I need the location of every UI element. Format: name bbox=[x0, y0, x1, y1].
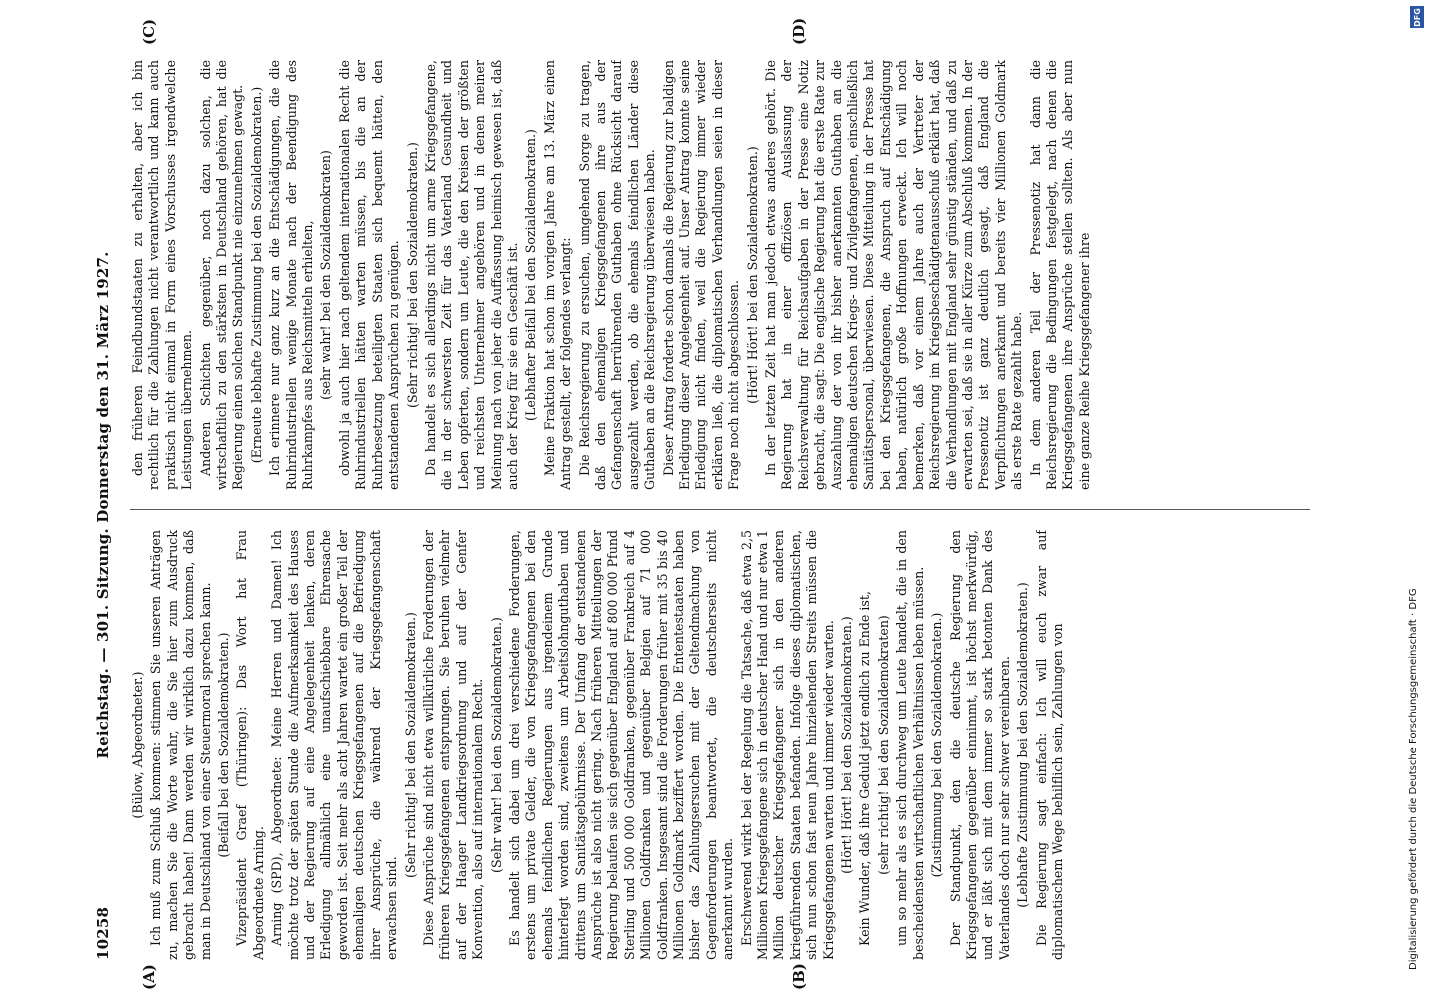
paragraph: Kein Wunder, daß ihre Geduld jetzt endlich zu Ende ist, bbox=[857, 591, 873, 946]
paragraph: In dem anderen Teil der Pressenotiz hat dann die Reichsregierung die Bedingungen festgelegt, nach denen die Kriegsgefangenen ihre Ansprüche stellen sollten. Als aber nun eine ganze Reihe Kriegsgefangener ihre bbox=[1027, 60, 1092, 490]
paragraph: Meine Fraktion hat schon im vorigen Jahre am 13. März einen Antrag gestellt, der folgendes verlangt: bbox=[541, 60, 574, 490]
running-title: Reichstag. — 301. Sitzung. Donnerstag den 31. März 1927. bbox=[94, 251, 112, 759]
paragraph: Arning (SPD), Abgeordnete: Meine Herren und Damen! Ich möchte trotz der späten Stunde die Aufmerksamkeit des Hauses und der Regierung auf eine Angelegenheit lenken, deren Erledigung allmählich eine unaufschiebbare Ehrensache geworden ist. Seit mehr als acht Jahren wartet ein großer Teil der ehemaligen deutschen Kriegsgefangenen auf die Befriedigung ihrer Ansprüche, die während der Kriegsgefangenschaft erwachsen sind. bbox=[269, 530, 400, 960]
running-header bbox=[90, 50, 124, 960]
paragraph: Erschwerend wirkt bei der Regelung die Tatsache, daß etwa 2,5 Millionen Kriegsgefangene sich in deutscher Hand und nur etwa 1 Million deutscher Kriegsgefangener sich in den anderen kriegführenden Staaten befanden. Infolge dieses diplomatischen, sich nun schon fast neun Jahre hinziehenden Streits müssen die Kriegsgefangenen warten und immer wieder warten. bbox=[738, 530, 836, 960]
paragraph: (Sehr richtig! bei den Sozialdemokraten.) bbox=[402, 612, 418, 878]
paragraph: Die Reichsregierung zu ersuchen, umgehend Sorge zu tragen, daß den ehemaligen Kriegsgefangenen ihre aus der Gefangenschaft herrührenden Guthaben ohne Rücksicht darauf ausgezahlt werden, ob die ehemals feindlichen Länder diese Guthaben an die Reichsregierung überwiesen haben. bbox=[576, 60, 658, 490]
paragraph: Ich muß zum Schluß kommen: stimmen Sie unseren Anträgen zu, machen Sie die Worte wahr, die Sie hier zum Ausdruck gebracht haben! Dann werden wir wirklich dazu kommen, daß man in Deutschland von einer Steuermoral sprechen kann. bbox=[148, 530, 213, 960]
paragraph: In der letzten Zeit hat man jedoch etwas anderes gehört. Die Regierung hat in einer offiziösen Auslassung der Reichsverwaltung für Reichsaufgaben in der Presse eine Notiz gebracht, die sagt: Die englische Regierung hat die erste Rate zur Auszahlung der von ihr bisher anerkannten Guthaben an die ehemaligen deutschen Kriegs- und Zivilgefangenen, einschließlich Sanitätspersonal, überwiesen. Diese Mitteilung in der Presse hat bei den Kriegsgefangenen, die Anspruch auf Entschädigung haben, natürlich große Hoffnungen erweckt. Ich will noch bemerken, daß vor einem Jahre auch der Vertreter der Reichsregierung im Kriegsbeschädigtenausschuß erklärt hat, daß die Verhandlungen mit England sehr günstig ständen, und daß zu erwarten sei, daß sie in aller Kürze zum Abschluß kommen. In der Pressenotiz ist ganz deutlich gesagt, daß England die Verpflichtungen anerkannt und bereits vier Millionen Goldmark als erste Rate gezahlt habe. bbox=[763, 60, 1025, 490]
paragraph: Dieser Antrag forderte schon damals die Regierung zur baldigen Erledigung dieser Angelegenheit auf. Unser Antrag konnte seine Erledigung nicht finden, weil die Regierung immer wieder erklären ließ, die diplomatischen Verhandlungen seien in dieser Frage noch nicht abgeschlossen. bbox=[660, 60, 742, 490]
text-columns bbox=[130, 50, 1310, 960]
paragraph: den früheren Feindbundstaaten zu erhalten, aber ich bin rechtlich für die Zahlungen nicht verantwortlich und kann auch praktisch nicht einmal in Form eines Vorschusses irgendwelche Leistungen übernehmen. bbox=[130, 60, 195, 490]
paragraph: (Lebhafte Zustimmung bei den Sozialdemokraten.) bbox=[1015, 582, 1031, 908]
paragraph: (Hört! Hört! bei den Sozialdemokraten.) bbox=[839, 616, 855, 874]
paragraph: (sehr wahr! bei den Sozialdemokraten) bbox=[318, 150, 334, 400]
paragraph: (Sehr richtig! bei den Sozialdemokraten.) bbox=[404, 142, 420, 408]
paragraph: (Sehr wahr! bei den Sozialdemokraten.) bbox=[488, 617, 504, 873]
paragraph: Vizepräsident Graef (Thüringen): Das Wort hat Frau Abgeordnete Arning. bbox=[234, 530, 266, 960]
page-number: 10258 bbox=[94, 906, 112, 960]
paragraph: (Bülow, Abgeordneter.) bbox=[130, 671, 145, 819]
paragraph: Die Regierung sagt einfach: Ich will euch zwar auf diplomatischem Wege behilflich sein, Zahlungen von bbox=[1033, 530, 1065, 960]
paragraph: Es handelt sich dabei um drei verschiedene Forderungen, erstens um private Gelder, die von Kriegsgefangenen bei den ehemals feindlichen Regierungen aus irgendeinem Grunde hinterlegt worden sind, zweitens um Arbeitslohnguthaben und drittens um Sanitätsgebührnisse. Der Umfang der entstandenen Ansprüche ist also nicht gering. Nach früheren Mitteilungen der Regierung belaufen sie sich gegenüber England auf 800 000 Pfund Sterling und 500 000 Goldfranken, gegenüber Frankreich auf 4 Millionen Goldfranken und gegenüber Belgien auf 71 000 Goldfranken. Insgesamt sind die Forderungen früher mit 35 bis 40 Millionen Goldmark beziffert worden. Die Ententestaaten haben bisher das Zahlungsersuchen mit der Geltendmachung von Gegenforderungen beantwortet, die deutscherseits nicht anerkannt wurden. bbox=[506, 530, 736, 960]
margin-mark-c: (C) bbox=[140, 18, 158, 45]
page-body bbox=[90, 17, 1330, 990]
paragraph: (sehr richtig! bei den Sozialdemokraten) bbox=[875, 615, 891, 875]
paragraph: (Lebhafter Beifall bei den Sozialdemokraten.) bbox=[523, 129, 539, 421]
paragraph: um so mehr als es sich durchweg um Leute handelt, die in den bescheidensten wirtschaftlichen Verhältnissen leben müssen. bbox=[894, 530, 926, 960]
margin-mark-a: (A) bbox=[140, 964, 158, 990]
dfg-logo: DFG bbox=[1410, 6, 1424, 28]
margin-mark-d: (D) bbox=[790, 17, 808, 45]
paragraph: obwohl ja auch hier nach geltendem internationalen Recht die Ruhrindustriellen hätten warten müssen, bis die an der Ruhrbesetzung beteiligten Staaten sich bequemt hätten, den entstandenen Ansprüchen zu genügen. bbox=[336, 60, 402, 490]
paragraph: Ich erinnere nur ganz kurz an die Entschädigungen, die die Ruhrindustriellen wenige Monate nach der Beendigung des Ruhrkampfes aus Reichsmitteln erhielten, bbox=[267, 60, 316, 490]
left-column bbox=[130, 530, 1310, 960]
digitization-note bbox=[1400, 7, 1430, 970]
paragraph: (Zustimmung bei den Sozialdemokraten.) bbox=[929, 612, 945, 878]
paragraph: (Erneute lebhafte Zustimmung bei den Sozialdemokraten.) bbox=[248, 86, 264, 464]
paragraph: Der Standpunkt, den die deutsche Regierung den Kriegsgefangenen gegenüber einnimmt, ist höchst merkwürdig, und er läßt sich mit dem immer so stark betonten Dank des Vaterlandes doch nur sehr schwer vereinbaren. bbox=[947, 530, 1012, 960]
column-divider bbox=[130, 509, 1310, 510]
paragraph: Anderen Schichten gegenüber, noch dazu solchen, die wirtschaftlich zu den stärksten in Deutschland gehören, hat die Regierung einen solchen Standpunkt nie einzunehmen gewagt. bbox=[197, 60, 246, 490]
right-column bbox=[130, 60, 1310, 490]
digitization-note-text: Digitalisierung gefördert durch die Deutsche Forschungsgemeinschaft · DFG bbox=[1408, 588, 1419, 970]
paragraph: (Beifall bei den Sozialdemokraten.) bbox=[216, 632, 232, 858]
margin-mark-b: (B) bbox=[790, 963, 808, 990]
paragraph: Da handelt es sich allerdings nicht um arme Kriegsgefangene, die in der schwersten Zeit für das Vaterland Gesundheit und Leben opferten, sondern um Leute, die den Kreisen der größten und reichsten Unternehmer angehören und in denen meiner Meinung nach von jeher die Auffassung heimisch gewesen ist, daß auch der Krieg für sie ein Geschäft ist. bbox=[422, 60, 520, 490]
paragraph: Diese Ansprüche sind nicht etwa willkürliche Forderungen der früheren Kriegsgefangenen entsprungen. Sie beruhen vielmehr auf der Haager Landkriegsordnung und auf der Genfer Konvention, also auf internationalem Recht. bbox=[420, 530, 486, 960]
paragraph: (Hört! Hört! bei den Sozialdemokraten.) bbox=[744, 146, 760, 404]
rotated-page bbox=[60, 0, 1380, 1000]
